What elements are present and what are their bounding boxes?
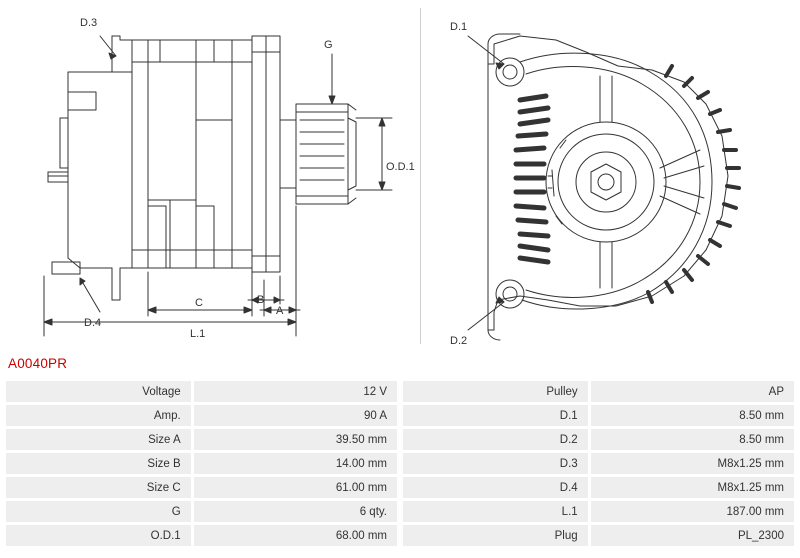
spec-label: Pulley	[403, 381, 591, 402]
table-row	[6, 501, 397, 522]
spec-tables	[0, 378, 800, 549]
spec-value: 68.00 mm	[194, 525, 397, 546]
spec-label: D.4	[403, 477, 591, 498]
label-l1: L.1	[190, 328, 206, 340]
spec-label: L.1	[403, 501, 591, 522]
spec-label: Size A	[6, 429, 194, 450]
table-row	[6, 525, 397, 546]
front-view-group	[468, 34, 739, 340]
table-row	[6, 405, 397, 426]
spec-label: D.1	[403, 405, 591, 426]
spec-label: Size C	[6, 477, 194, 498]
spec-value: 61.00 mm	[194, 477, 397, 498]
spec-value: 12 V	[194, 381, 397, 402]
table-row	[6, 477, 397, 498]
label-g: G	[324, 39, 333, 51]
label-od1: O.D.1	[386, 161, 415, 173]
spec-value: M8x1.25 mm	[591, 453, 794, 474]
spec-label: D.2	[403, 429, 591, 450]
spec-table-right	[403, 378, 794, 549]
spec-value: M8x1.25 mm	[591, 477, 794, 498]
spec-label: Plug	[403, 525, 591, 546]
label-d3: D.3	[80, 17, 98, 29]
spec-label: D.3	[403, 453, 591, 474]
label-b: B	[257, 294, 265, 306]
label-d4: D.4	[84, 317, 102, 329]
table-row	[403, 429, 794, 450]
label-a: A	[276, 305, 284, 317]
table-row	[403, 405, 794, 426]
spec-value: AP	[591, 381, 794, 402]
table-row	[403, 381, 794, 402]
label-c: C	[195, 297, 203, 309]
table-row	[6, 429, 397, 450]
spec-label: O.D.1	[6, 525, 194, 546]
label-d2: D.2	[450, 335, 468, 347]
label-d1: D.1	[450, 21, 468, 33]
side-view-group	[44, 36, 392, 336]
spec-value: 187.00 mm	[591, 501, 794, 522]
table-row	[6, 453, 397, 474]
spec-value: 39.50 mm	[194, 429, 397, 450]
spec-label: Voltage	[6, 381, 194, 402]
table-row	[403, 501, 794, 522]
spec-label: Size B	[6, 453, 194, 474]
spec-label: Amp.	[6, 405, 194, 426]
spec-value: PL_2300	[591, 525, 794, 546]
spec-table-left	[6, 378, 397, 549]
table-row	[6, 381, 397, 402]
table-row	[403, 525, 794, 546]
spec-value: 14.00 mm	[194, 453, 397, 474]
spec-value: 6 qty.	[194, 501, 397, 522]
spec-value: 90 A	[194, 405, 397, 426]
spec-value: 8.50 mm	[591, 429, 794, 450]
table-row	[403, 453, 794, 474]
table-row	[403, 477, 794, 498]
view-divider	[420, 8, 421, 344]
part-number: A0040PR	[8, 356, 68, 371]
spec-label: G	[6, 501, 194, 522]
spec-value: 8.50 mm	[591, 405, 794, 426]
